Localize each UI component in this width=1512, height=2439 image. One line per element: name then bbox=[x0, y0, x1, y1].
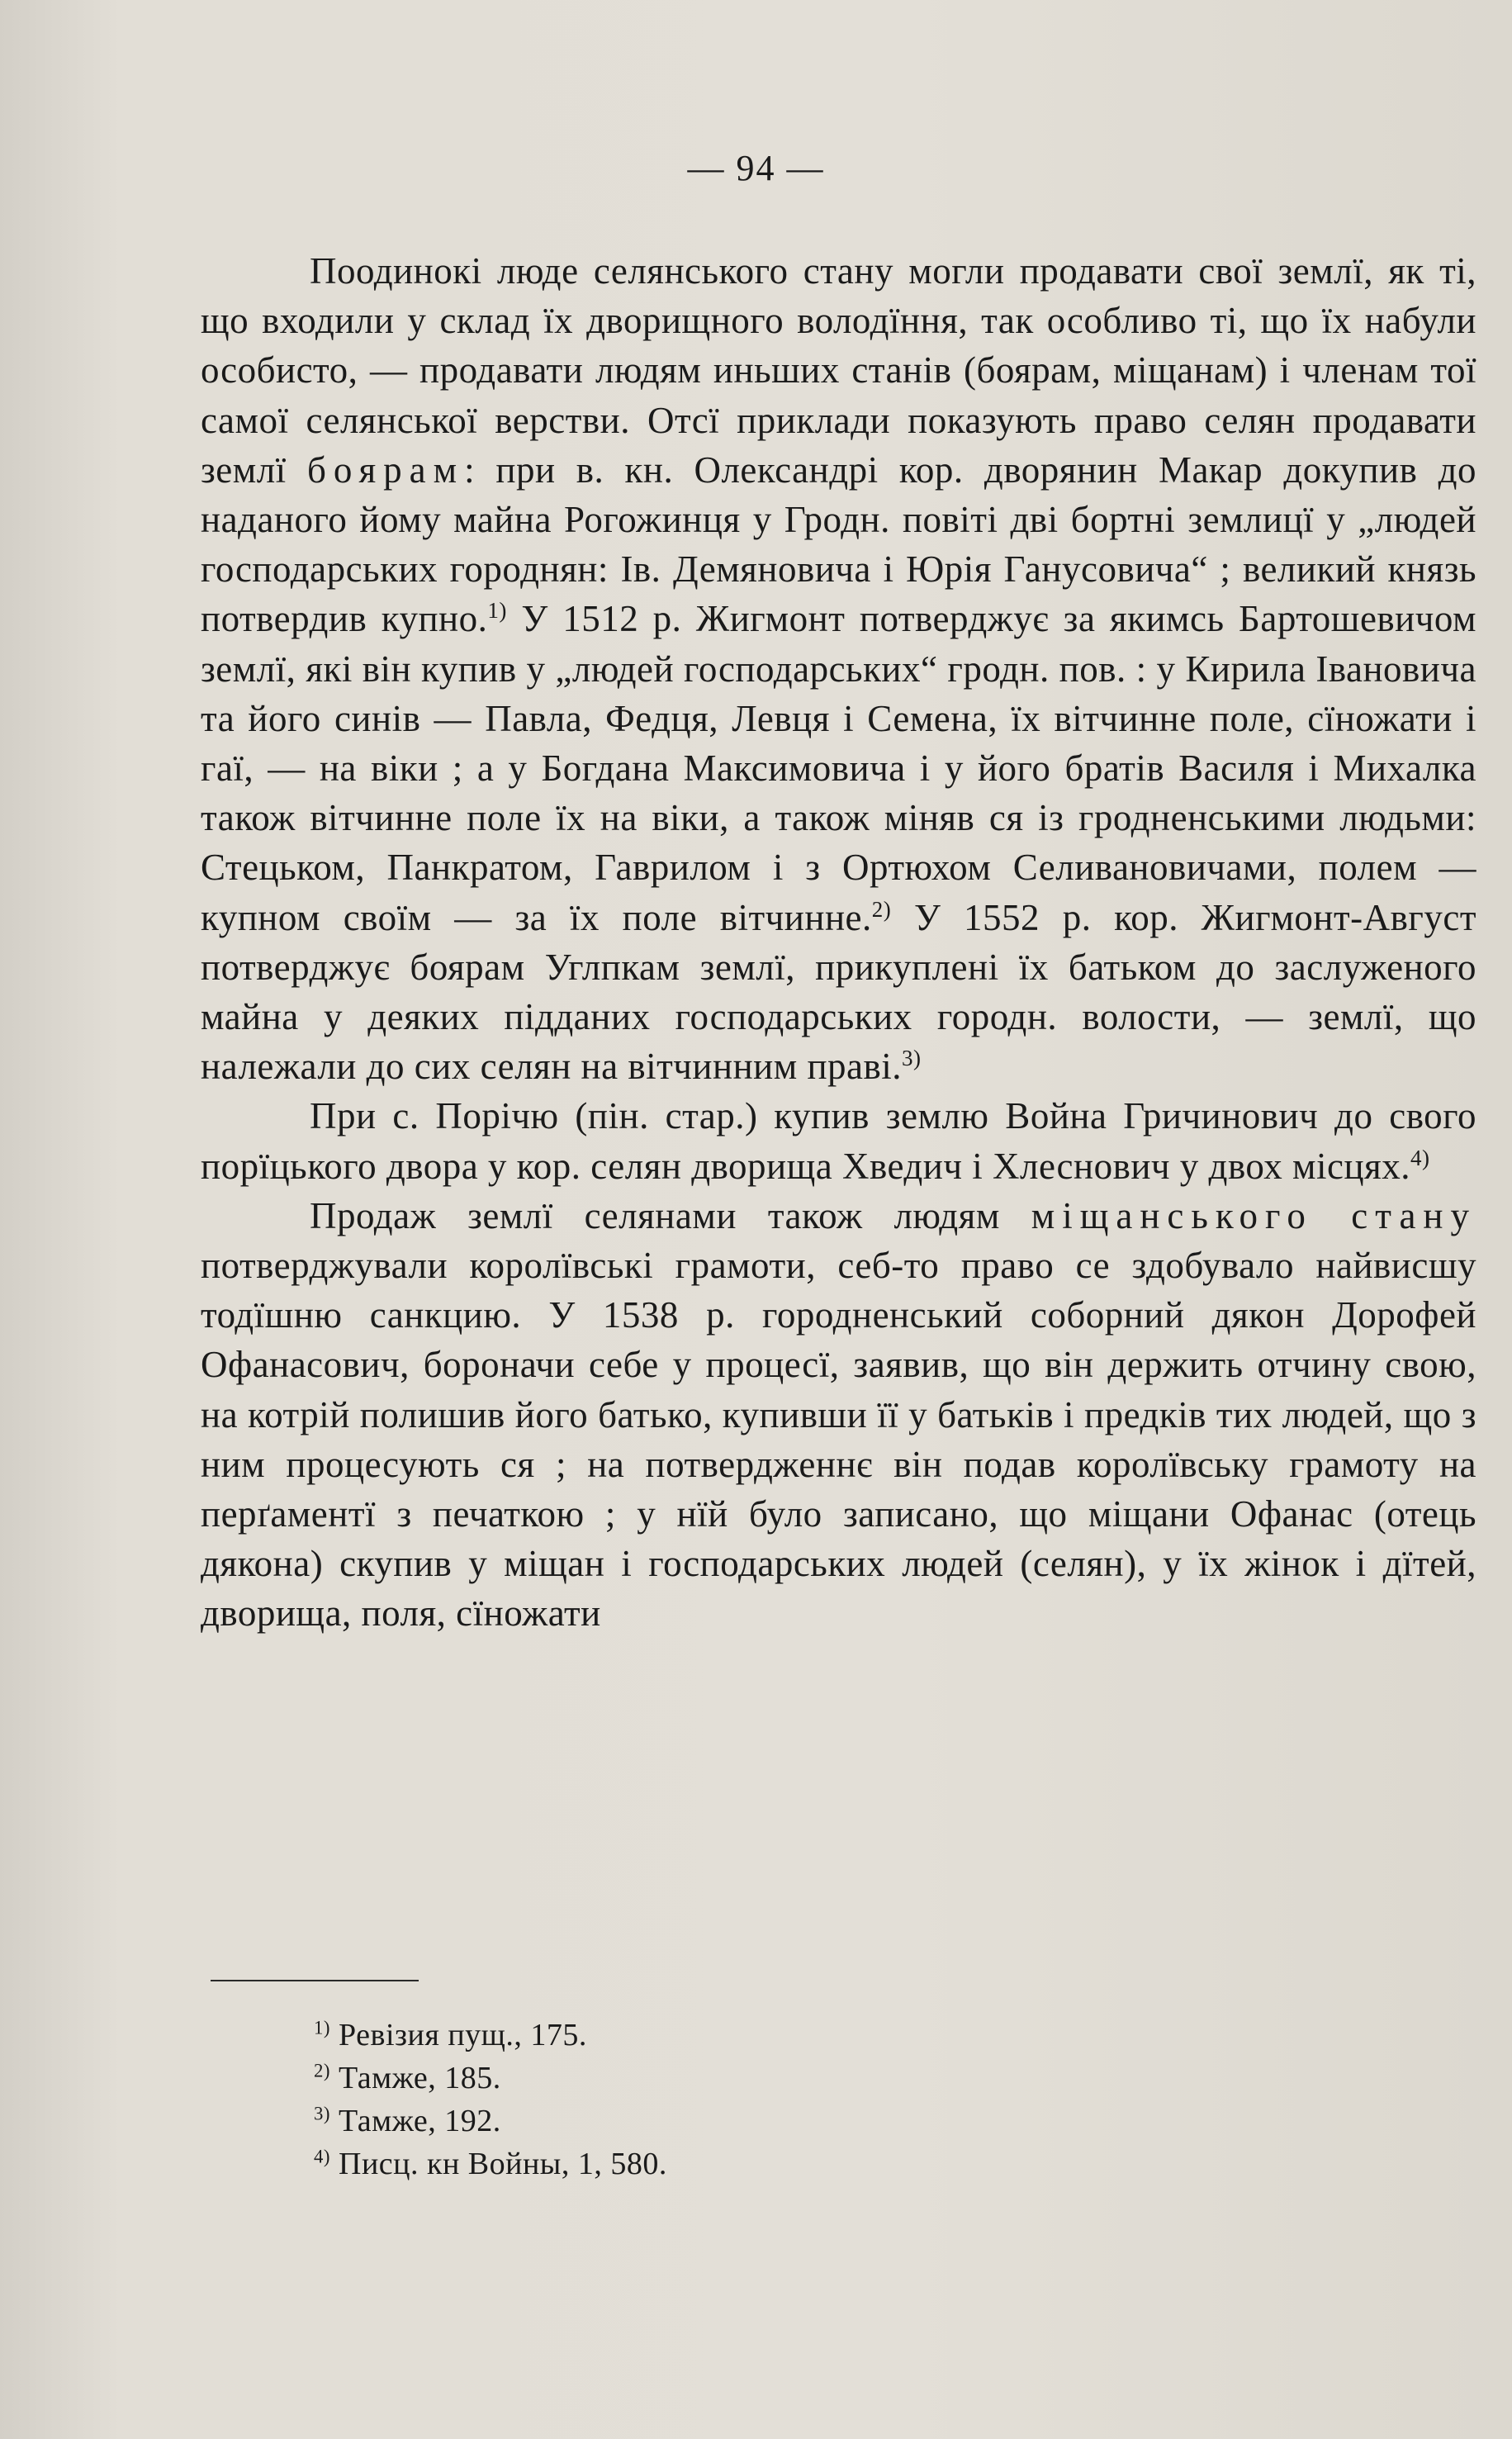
paragraph-text: При с. Порічю (пін. стар.) купив землю Война Гричинович до свого порїцького двора у кор. селян дворища Хведич і Хлеснович у двох місцях. bbox=[201, 1095, 1476, 1187]
footnote-reference: 4) bbox=[1410, 1145, 1430, 1170]
paragraph bbox=[201, 246, 1476, 1091]
paragraph bbox=[201, 1191, 1476, 1639]
spaced-emphasis-text: боярам bbox=[306, 448, 465, 491]
footnote-mark: 3) bbox=[314, 2103, 330, 2124]
footnote-reference: 2) bbox=[871, 896, 892, 922]
footnote-mark: 4) bbox=[314, 2146, 330, 2167]
footnote-text: Писц. кн Войны, 1, 580. bbox=[330, 2147, 667, 2181]
footnote bbox=[314, 2142, 1222, 2185]
footnote-separator bbox=[211, 1980, 419, 1981]
paragraph-text: У 1512 р. Жигмонт потверджує за якимсь Бартошевичом землї, які він купив у „людей господарських“ гродн. пов. : у Кирила Івановича та його синів — Павла, Федця, Левця і Семена, їх вітчинне поле, сїножати і гаї, — на віки ; а у Богдана Максимовича і у його братів Василя і Михалка також вітчинне поле їх на віки, а також міняв ся із гродненськими людьми: Стецьком, Панкратом, Гаврилом і з Ортюхом Селивановичами, полем — купном своїм — за їх поле вітчинне. bbox=[201, 598, 1477, 938]
footnote-mark: 1) bbox=[314, 2017, 330, 2038]
main-text bbox=[201, 246, 1476, 1639]
footnote bbox=[314, 2057, 1222, 2100]
footnote-text: Тамже, 185. bbox=[330, 2061, 501, 2095]
spaced-emphasis-text: міщанського стану bbox=[1031, 1194, 1476, 1236]
footnote-reference: 3) bbox=[902, 1046, 922, 1071]
paragraph-text: Продаж землї селянами також людям bbox=[310, 1194, 1031, 1236]
footnote-reference: 1) bbox=[487, 598, 507, 624]
paragraph-text: : при в. кн. Олександрі кор. дворянин Макар докупив до наданого йому майна Рогожинця у Гродн. повіті дві бортні землицї у „людей господарських городнян: Ів. Демяновича і Юрія Ганусовича“ ; великий князь потвердив купно. bbox=[201, 448, 1476, 640]
footnote-text: Ревізия пущ., 175. bbox=[330, 2018, 587, 2052]
paragraph-text: У 1552 р. кор. Жигмонт-Август потверджує боярам Углпкам землї, прикуплені їх батьком до заслуженого майна у деяких підданих господарських городн. волости, — землї, що належали до сих селян на вітчинним праві. bbox=[201, 896, 1476, 1088]
paragraph bbox=[201, 1091, 1476, 1190]
page-number: — 94 — bbox=[687, 148, 825, 188]
footnote bbox=[314, 2014, 1222, 2057]
footnote-mark: 2) bbox=[314, 2060, 330, 2081]
paragraph-text: потверджували королївські грамоти, себ-то право се здобувало найвисшу тодїшню санкцию. У 1538 р. городненський соборний дякон Дорофей Офанасович, бороначи себе у процесї, заявив, що він держить отчину свою, на котрій полишив його батько, купивши її у батьків і предків тих людей, що з ним процесують ся ; на потвердженнє він подав королївську грамоту на перґаментї з печаткою ; у нїй було записано, що міщани Офанас (отець дякона) скупив у міщан і господарських людей (селян), у їх жінок і дїтей, дворища, поля, сїножати bbox=[201, 1245, 1476, 1635]
paragraph-text: Поодинокі люде селянського стану могли продавати свої землї, як ті, що входили у склад їх дворищного володїння, так особливо ті, що їх набули особисто, — продавати людям иньших станів (боярам, міщанам) і членам тої самої селянської верстви. Отсї приклади показують право селян продавати землї bbox=[201, 250, 1476, 491]
footnote bbox=[314, 2100, 1222, 2142]
footnotes bbox=[314, 2014, 1222, 2185]
footnote-text: Тамже, 192. bbox=[330, 2104, 501, 2138]
